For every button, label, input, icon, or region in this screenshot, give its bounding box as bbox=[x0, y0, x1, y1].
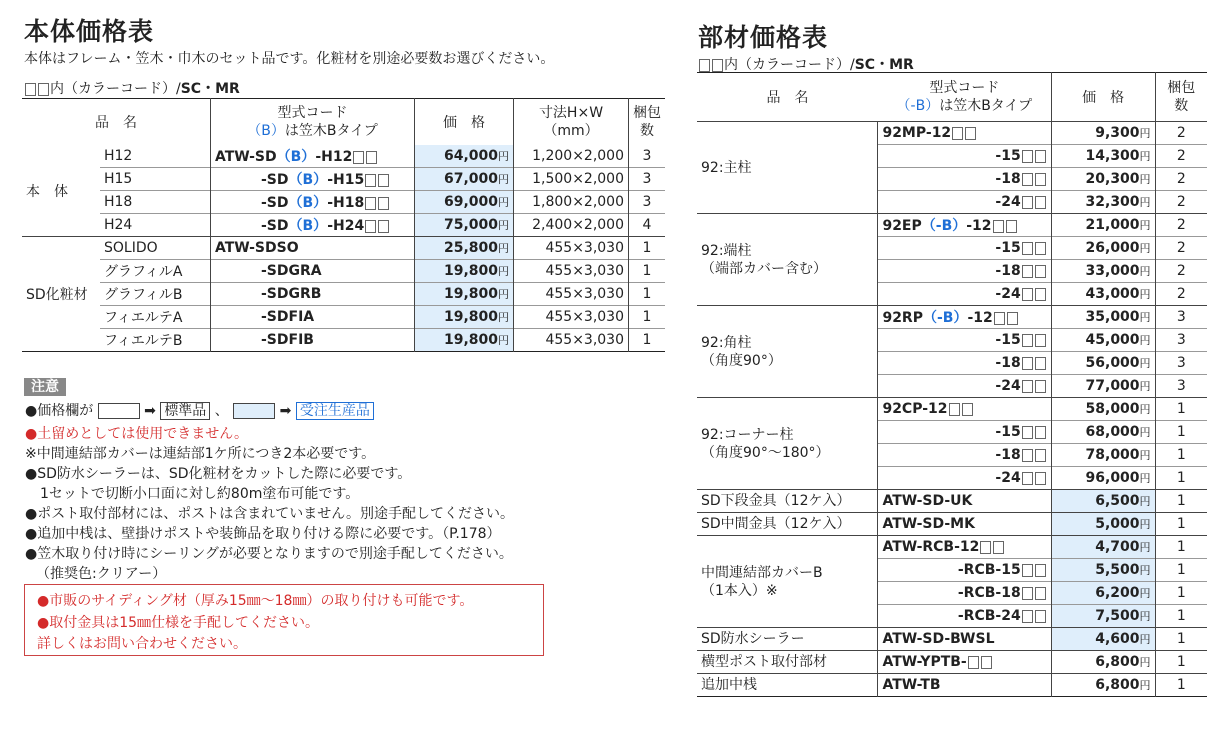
model-code: 92RP（-B）-12 bbox=[878, 306, 1051, 329]
size-cell: 455×3,030 bbox=[514, 260, 629, 283]
pack-cell: 1 bbox=[1155, 628, 1207, 651]
pack-cell: 1 bbox=[1155, 674, 1207, 697]
pack-cell: 4 bbox=[629, 214, 666, 237]
model-code: -SDFIB bbox=[211, 329, 415, 352]
color-box-icon bbox=[980, 541, 991, 554]
parts-header-code-line1: 型式コード bbox=[929, 80, 1000, 96]
pack-cell: 3 bbox=[1155, 329, 1207, 352]
color-box-icon bbox=[1035, 196, 1046, 209]
model-code: -24 bbox=[878, 375, 1051, 398]
table-row bbox=[22, 214, 665, 237]
table-row bbox=[22, 283, 665, 306]
price-cell: 75,000円 bbox=[415, 214, 514, 237]
color-box-icon bbox=[1022, 150, 1033, 163]
parts-group-label: 92:主柱 bbox=[697, 122, 878, 214]
sub-name: フィエルテB bbox=[100, 329, 211, 352]
siding-notice-box bbox=[24, 584, 544, 656]
model-code: -18 bbox=[878, 260, 1051, 283]
model-code: ATW-RCB-12 bbox=[878, 536, 1051, 559]
color-box-icon bbox=[353, 151, 364, 164]
note-6b: （推奨色:クリアー） bbox=[36, 566, 167, 582]
notice-line-3: 詳しくはお問い合わせください。 bbox=[37, 636, 247, 652]
color-box-icon bbox=[1035, 587, 1046, 600]
price-cell: 4,600円 bbox=[1051, 628, 1155, 651]
color-box-icon bbox=[1035, 564, 1046, 577]
sub-name: H15 bbox=[100, 168, 211, 191]
pack-cell: 3 bbox=[629, 191, 666, 214]
parts-group-label: SD下段金具（12ケ入） bbox=[697, 490, 878, 513]
price-cell: 25,800円 bbox=[415, 237, 514, 260]
size-cell: 455×3,030 bbox=[514, 283, 629, 306]
pack-cell: 2 bbox=[1155, 168, 1207, 191]
price-cell: 69,000円 bbox=[415, 191, 514, 214]
color-box-icon bbox=[25, 83, 36, 96]
pack-cell: 1 bbox=[1155, 444, 1207, 467]
price-cell: 68,000円 bbox=[1051, 421, 1155, 444]
model-code: -15 bbox=[878, 329, 1051, 352]
price-cell: 35,000円 bbox=[1051, 306, 1155, 329]
color-code-value: SC・MR bbox=[854, 57, 914, 73]
model-code: -18 bbox=[878, 352, 1051, 375]
pack-cell: 1 bbox=[1155, 559, 1207, 582]
model-code: -RCB-24 bbox=[878, 605, 1051, 628]
color-box-icon bbox=[378, 197, 389, 210]
color-box-icon bbox=[1035, 380, 1046, 393]
header-price: 価 格 bbox=[415, 99, 514, 146]
model-code: -SD（B）-H18 bbox=[211, 191, 415, 214]
header-code-line2: （B）は笠木Bタイプ bbox=[247, 123, 378, 139]
pack-cell: 2 bbox=[1155, 122, 1207, 145]
note-3b: 1セットで切断小口面に対し約80m塗布可能です。 bbox=[40, 486, 360, 502]
price-cell: 19,800円 bbox=[415, 283, 514, 306]
color-box-icon bbox=[1022, 357, 1033, 370]
color-box-icon bbox=[378, 220, 389, 233]
group-label: 本 体 bbox=[26, 183, 68, 200]
notice-line-2: ●取付金具は15㎜仕様を手配してください。 bbox=[37, 615, 320, 631]
parts-header-price: 価 格 bbox=[1051, 73, 1155, 122]
header-code bbox=[211, 99, 415, 146]
price-cell: 6,500円 bbox=[1051, 490, 1155, 513]
header-code-line1: 型式コード bbox=[277, 105, 348, 121]
color-box-icon bbox=[1035, 610, 1046, 623]
model-code: ATW-SD-UK bbox=[878, 490, 1051, 513]
price-cell: 77,000円 bbox=[1051, 375, 1155, 398]
parts-header-code-line2: （-B）は笠木Bタイプ bbox=[896, 98, 1033, 114]
price-cell: 33,000円 bbox=[1051, 260, 1155, 283]
model-code: -SD（B）-H15 bbox=[211, 168, 415, 191]
pack-cell: 1 bbox=[1155, 582, 1207, 605]
color-box-icon bbox=[1022, 380, 1033, 393]
color-box-icon bbox=[1035, 472, 1046, 485]
model-code: -SDGRB bbox=[211, 283, 415, 306]
price-cell: 67,000円 bbox=[415, 168, 514, 191]
pack-cell: 1 bbox=[629, 260, 666, 283]
color-box-icon bbox=[965, 127, 976, 140]
table-row bbox=[22, 306, 665, 329]
parts-header-name: 品 名 bbox=[766, 90, 809, 106]
note-5: ●追加中桟は、壁掛けポストや装飾品を取り付ける際に必要です。（P.178） bbox=[25, 526, 501, 542]
notes-label: 注意 bbox=[24, 376, 66, 396]
model-code: -15 bbox=[878, 421, 1051, 444]
color-box-icon bbox=[1022, 587, 1033, 600]
price-cell: 4,700円 bbox=[1051, 536, 1155, 559]
color-box-icon bbox=[365, 220, 376, 233]
table-row bbox=[22, 191, 665, 214]
parts-group-label: SD防水シーラー bbox=[697, 628, 878, 651]
price-cell: 14,300円 bbox=[1051, 145, 1155, 168]
color-box-icon bbox=[366, 151, 377, 164]
parts-group-label: 92:角柱 （角度90°） bbox=[697, 306, 878, 398]
note-1: ●土留めとしては使用できません。 bbox=[25, 426, 249, 442]
pack-cell: 1 bbox=[1155, 536, 1207, 559]
note-2: ※中間連結部カバーは連結部1ケ所につき2本必要です。 bbox=[25, 446, 376, 462]
parts-color-code-line bbox=[698, 54, 914, 74]
table-row bbox=[697, 651, 1207, 674]
color-box-icon bbox=[1022, 449, 1033, 462]
table-row bbox=[22, 168, 665, 191]
color-box-icon bbox=[712, 59, 723, 72]
legend-text: ●価格欄が bbox=[25, 403, 94, 419]
price-cell: 19,800円 bbox=[415, 260, 514, 283]
model-code: -SDGRA bbox=[211, 260, 415, 283]
color-box-icon bbox=[1022, 426, 1033, 439]
price-cell: 21,000円 bbox=[1051, 214, 1155, 237]
parts-header-pack: 梱包 数 bbox=[1155, 73, 1207, 122]
model-code: ATW-YPTB- bbox=[878, 651, 1051, 674]
table-row bbox=[22, 329, 665, 352]
price-cell: 5,000円 bbox=[1051, 513, 1155, 536]
table-row bbox=[697, 398, 1207, 421]
pack-cell: 3 bbox=[1155, 375, 1207, 398]
price-cell: 64,000円 bbox=[415, 145, 514, 168]
price-cell: 6,200円 bbox=[1051, 582, 1155, 605]
color-box-icon bbox=[994, 312, 1005, 325]
color-code-line bbox=[24, 78, 240, 98]
pack-cell: 1 bbox=[1155, 467, 1207, 490]
color-box-icon bbox=[981, 656, 992, 669]
color-box-icon bbox=[1022, 173, 1033, 186]
color-box-icon bbox=[365, 197, 376, 210]
pack-cell: 1 bbox=[629, 283, 666, 306]
color-box-icon bbox=[949, 403, 960, 416]
model-code: -SDFIA bbox=[211, 306, 415, 329]
table-row bbox=[697, 628, 1207, 651]
color-box-icon bbox=[1035, 426, 1046, 439]
note-3: ●SD防水シーラーは、SD化粧材をカットした際に必要です。 bbox=[25, 466, 412, 482]
color-box-icon bbox=[1035, 288, 1046, 301]
color-box-icon bbox=[1022, 288, 1033, 301]
pack-cell: 1 bbox=[1155, 421, 1207, 444]
price-cell: 43,000円 bbox=[1051, 283, 1155, 306]
size-cell: 455×3,030 bbox=[514, 306, 629, 329]
header-pack: 梱包 数 bbox=[629, 99, 666, 146]
color-box-icon bbox=[1007, 312, 1018, 325]
model-code: -15 bbox=[878, 237, 1051, 260]
arrow-icon: ➡ bbox=[144, 403, 156, 419]
model-code: 92MP-12 bbox=[878, 122, 1051, 145]
color-code-prefix: 内（カラーコード）/ bbox=[50, 81, 181, 97]
model-code: -RCB-18 bbox=[878, 582, 1051, 605]
color-box-icon bbox=[993, 541, 1004, 554]
pack-cell: 2 bbox=[1155, 214, 1207, 237]
size-cell: 455×3,030 bbox=[514, 329, 629, 352]
model-code: -24 bbox=[878, 191, 1051, 214]
model-code: -24 bbox=[878, 467, 1051, 490]
pack-cell: 2 bbox=[1155, 283, 1207, 306]
parts-group-label: SD中間金具（12ケ入） bbox=[697, 513, 878, 536]
model-code: ATW-SDSO bbox=[211, 237, 415, 260]
header-name: 品 名 bbox=[95, 115, 137, 131]
price-cell: 45,000円 bbox=[1051, 329, 1155, 352]
color-box-icon bbox=[1035, 150, 1046, 163]
header-size-line2: （mm） bbox=[543, 123, 599, 139]
price-cell: 6,800円 bbox=[1051, 651, 1155, 674]
price-cell: 5,500円 bbox=[1051, 559, 1155, 582]
color-box-icon bbox=[1022, 472, 1033, 485]
sub-name: SOLIDO bbox=[100, 237, 211, 260]
pack-cell: 1 bbox=[629, 306, 666, 329]
model-code: 92CP-12 bbox=[878, 398, 1051, 421]
model-code: -RCB-15 bbox=[878, 559, 1051, 582]
model-code: ATW-SD-MK bbox=[878, 513, 1051, 536]
pack-cell: 1 bbox=[1155, 490, 1207, 513]
color-box-icon bbox=[968, 656, 979, 669]
color-box-icon bbox=[365, 174, 376, 187]
pack-cell: 1 bbox=[1155, 513, 1207, 536]
model-code: ATW-SD-BWSL bbox=[878, 628, 1051, 651]
parts-group-label: 中間連結部カバーB （1本入）※ bbox=[697, 536, 878, 628]
price-cell: 7,500円 bbox=[1051, 605, 1155, 628]
size-cell: 1,500×2,000 bbox=[514, 168, 629, 191]
pack-cell: 3 bbox=[1155, 352, 1207, 375]
price-cell: 19,800円 bbox=[415, 306, 514, 329]
model-code: ATW-TB bbox=[878, 674, 1051, 697]
sub-name: グラフィルB bbox=[100, 283, 211, 306]
sub-name: グラフィルA bbox=[100, 260, 211, 283]
color-box-icon bbox=[378, 174, 389, 187]
parts-group-label: 92:コーナー柱 （角度90°～180°） bbox=[697, 398, 878, 490]
sub-name: H12 bbox=[104, 148, 133, 164]
color-code-prefix: 内（カラーコード）/ bbox=[724, 57, 855, 73]
size-cell: 455×3,030 bbox=[514, 237, 629, 260]
pack-cell: 1 bbox=[1155, 398, 1207, 421]
parts-group-label: 92:端柱 （端部カバー含む） bbox=[697, 214, 878, 306]
color-box-icon bbox=[1022, 196, 1033, 209]
color-box-icon bbox=[993, 220, 1004, 233]
main-price-title: 本体価格表 bbox=[24, 17, 155, 46]
pack-cell: 3 bbox=[1155, 306, 1207, 329]
pack-cell: 3 bbox=[629, 168, 666, 191]
size-cell: 1,800×2,000 bbox=[514, 191, 629, 214]
note-6: ●笠木取り付け時にシーリングが必要となりますので別途手配してください。 bbox=[25, 546, 513, 562]
table-row bbox=[697, 536, 1207, 559]
arrow-icon: ➡ bbox=[279, 403, 292, 419]
pack-cell: 3 bbox=[629, 145, 666, 168]
price-cell: 20,300円 bbox=[1051, 168, 1155, 191]
parts-price-table bbox=[697, 72, 1207, 697]
header-size-line1: 寸法H×W bbox=[538, 105, 604, 121]
pack-cell: 2 bbox=[1155, 260, 1207, 283]
size-cell: 1,200×2,000 bbox=[514, 145, 629, 168]
pack-cell: 2 bbox=[1155, 237, 1207, 260]
legend-blue-swatch bbox=[233, 403, 275, 419]
parts-group-label: 追加中桟 bbox=[697, 674, 878, 697]
price-cell: 32,300円 bbox=[1051, 191, 1155, 214]
color-box-icon bbox=[962, 403, 973, 416]
group-label: SD化粧材 bbox=[22, 237, 100, 352]
table-row bbox=[22, 145, 665, 168]
sub-name: フィエルテA bbox=[100, 306, 211, 329]
price-cell: 6,800円 bbox=[1051, 674, 1155, 697]
color-box-icon bbox=[1035, 242, 1046, 255]
color-box-icon bbox=[1035, 449, 1046, 462]
model-code: ATW-SD（B）-H12 bbox=[211, 145, 415, 168]
model-code: 92EP（-B）-12 bbox=[878, 214, 1051, 237]
size-cell: 2,400×2,000 bbox=[514, 214, 629, 237]
price-cell: 58,000円 bbox=[1051, 398, 1155, 421]
color-box-icon bbox=[1035, 334, 1046, 347]
color-box-icon bbox=[699, 59, 710, 72]
price-cell: 19,800円 bbox=[415, 329, 514, 352]
price-cell: 26,000円 bbox=[1051, 237, 1155, 260]
legend-order: 受注生産品 bbox=[296, 402, 374, 420]
model-code: -18 bbox=[878, 168, 1051, 191]
legend-line: ●価格欄が ➡ 標準品 、 ➡ 受注生産品 bbox=[25, 400, 374, 420]
model-code: -18 bbox=[878, 444, 1051, 467]
main-price-table bbox=[22, 98, 665, 352]
pack-cell: 1 bbox=[1155, 651, 1207, 674]
table-row bbox=[22, 260, 665, 283]
legend-white-swatch bbox=[98, 403, 140, 419]
model-code: -SD（B）-H24 bbox=[211, 214, 415, 237]
parts-group-label: 横型ポスト取付部材 bbox=[697, 651, 878, 674]
price-cell: 56,000円 bbox=[1051, 352, 1155, 375]
pack-cell: 1 bbox=[629, 237, 666, 260]
parts-price-title: 部材価格表 bbox=[698, 23, 829, 52]
model-code: -15 bbox=[878, 145, 1051, 168]
color-box-icon bbox=[1006, 220, 1017, 233]
price-cell: 78,000円 bbox=[1051, 444, 1155, 467]
color-box-icon bbox=[1035, 357, 1046, 370]
color-box-icon bbox=[1022, 564, 1033, 577]
color-box-icon bbox=[1022, 334, 1033, 347]
color-box-icon bbox=[1022, 610, 1033, 623]
table-row bbox=[697, 214, 1207, 237]
sub-name: H24 bbox=[100, 214, 211, 237]
color-box-icon bbox=[1022, 242, 1033, 255]
note-4: ●ポスト取付部材には、ポストは含まれていません。別途手配してください。 bbox=[25, 506, 515, 522]
color-box-icon bbox=[1035, 173, 1046, 186]
table-row bbox=[697, 306, 1207, 329]
table-row bbox=[697, 490, 1207, 513]
price-cell: 9,300円 bbox=[1051, 122, 1155, 145]
table-row bbox=[697, 674, 1207, 697]
table-row bbox=[697, 513, 1207, 536]
color-box-icon bbox=[38, 83, 49, 96]
legend-standard: 標準品 bbox=[160, 402, 210, 420]
pack-cell: 2 bbox=[1155, 191, 1207, 214]
table-row bbox=[697, 122, 1207, 145]
header-size bbox=[514, 99, 629, 146]
notice-line-1: ●市販のサイディング材（厚み15㎜～18㎜）の取り付けも可能です。 bbox=[37, 593, 474, 609]
model-code: -24 bbox=[878, 283, 1051, 306]
main-subtitle: 本体はフレーム・笠木・巾木のセット品です。化粧材を別途必要数お選びください。 bbox=[24, 51, 555, 67]
pack-cell: 2 bbox=[1155, 145, 1207, 168]
parts-header-code bbox=[878, 73, 1051, 122]
pack-cell: 1 bbox=[1155, 605, 1207, 628]
color-code-value: SC・MR bbox=[180, 81, 240, 97]
table-row bbox=[22, 237, 665, 260]
color-box-icon bbox=[1035, 265, 1046, 278]
color-box-icon bbox=[952, 127, 963, 140]
color-box-icon bbox=[1022, 265, 1033, 278]
sub-name: H18 bbox=[100, 191, 211, 214]
price-cell: 96,000円 bbox=[1051, 467, 1155, 490]
pack-cell: 1 bbox=[629, 329, 666, 352]
